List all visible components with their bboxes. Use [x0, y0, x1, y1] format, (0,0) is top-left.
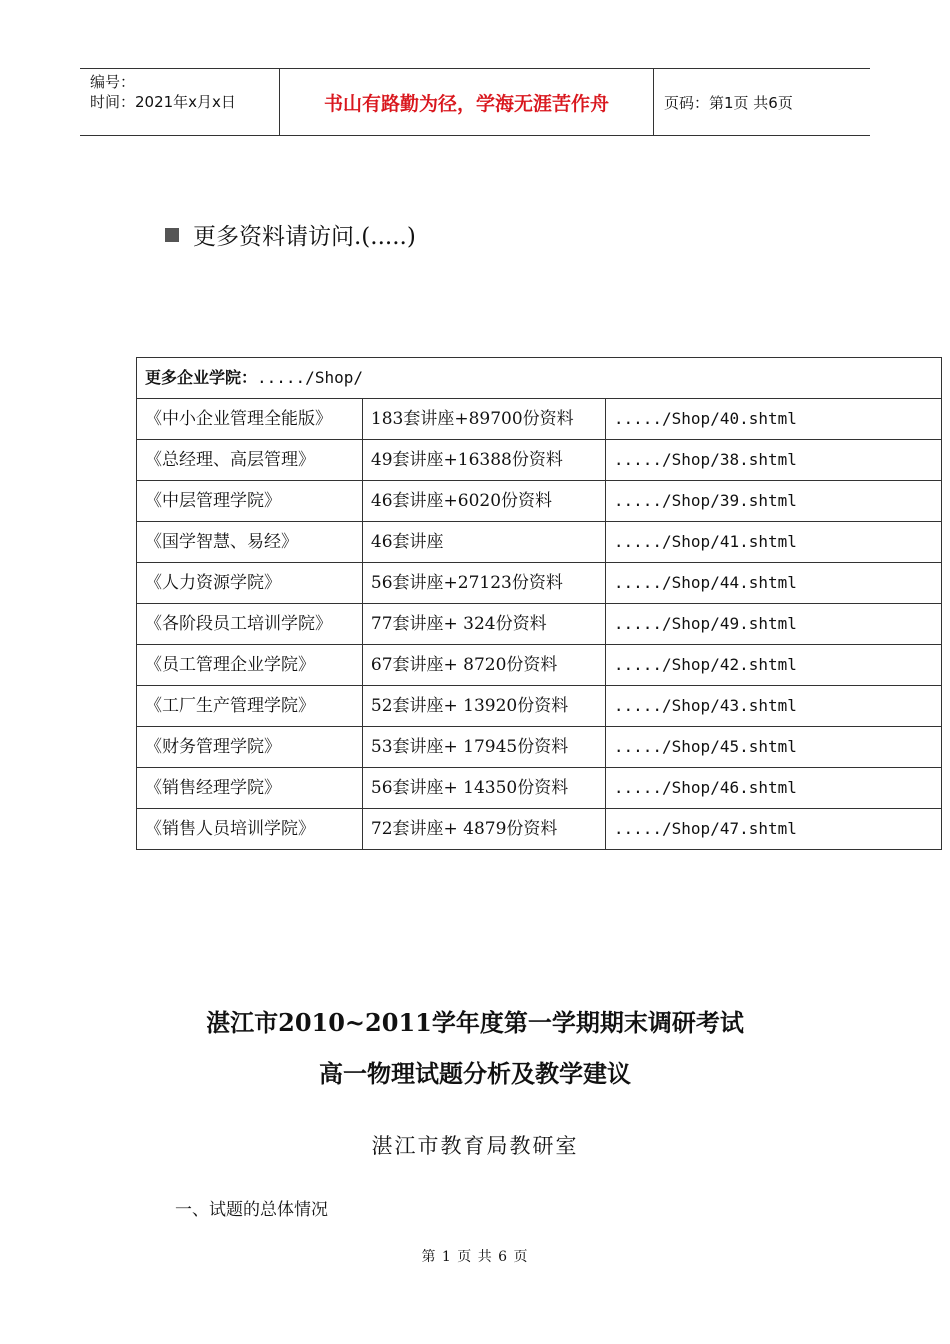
more-info-line	[165, 218, 416, 251]
square-bullet-icon	[165, 228, 179, 242]
table-row	[137, 645, 942, 686]
table-row	[137, 604, 942, 645]
course-count-cell: 56套讲座+ 14350份资料	[362, 768, 605, 809]
course-link-cell[interactable]: ...../Shop/41.shtml	[605, 522, 941, 563]
course-link-cell[interactable]: ...../Shop/42.shtml	[605, 645, 941, 686]
course-link-cell[interactable]: ...../Shop/46.shtml	[605, 768, 941, 809]
course-link-cell[interactable]: ...../Shop/49.shtml	[605, 604, 941, 645]
course-count-cell: 56套讲座+27123份资料	[362, 563, 605, 604]
course-name-cell: 《销售经理学院》	[137, 768, 363, 809]
course-count-cell: 49套讲座+16388份资料	[362, 440, 605, 481]
table-header-cell	[137, 358, 942, 399]
course-name-cell: 《人力资源学院》	[137, 563, 363, 604]
course-name-cell: 《总经理、高层管理》	[137, 440, 363, 481]
shop-table	[136, 357, 942, 850]
table-header-row	[137, 358, 942, 399]
course-name-cell: 《中小企业管理全能版》	[137, 399, 363, 440]
more-info-text: 更多资料请访问.(.....)	[193, 224, 416, 250]
document-title-line2: 高一物理试题分析及教学建议	[319, 1059, 631, 1088]
course-link-cell[interactable]: ...../Shop/43.shtml	[605, 686, 941, 727]
course-link-cell[interactable]: ...../Shop/45.shtml	[605, 727, 941, 768]
course-count-cell: 53套讲座+ 17945份资料	[362, 727, 605, 768]
table-row	[137, 809, 942, 850]
header-motto: 书山有路勤为径，学海无涯苦作舟	[280, 69, 654, 135]
course-name-cell: 《工厂生产管理学院》	[137, 686, 363, 727]
course-name-cell: 《销售人员培训学院》	[137, 809, 363, 850]
course-link-cell[interactable]: ...../Shop/40.shtml	[605, 399, 941, 440]
table-row	[137, 481, 942, 522]
header-page-info: 页码：第1页 共6页	[664, 93, 793, 112]
course-count-cell: 77套讲座+ 324份资料	[362, 604, 605, 645]
table-header-link[interactable]: ...../Shop/	[257, 368, 363, 387]
document-header	[80, 68, 870, 136]
course-count-cell: 52套讲座+ 13920份资料	[362, 686, 605, 727]
section-heading: 一、试题的总体情况	[175, 1200, 328, 1220]
course-link-cell[interactable]: ...../Shop/39.shtml	[605, 481, 941, 522]
table-body	[137, 399, 942, 850]
table-row	[137, 727, 942, 768]
number-label: 编号：	[90, 73, 136, 91]
course-name-cell: 《各阶段员工培训学院》	[137, 604, 363, 645]
course-link-cell[interactable]: ...../Shop/44.shtml	[605, 563, 941, 604]
page-footer: 第 1 页 共 6 页	[421, 1249, 529, 1265]
course-name-cell: 《员工管理企业学院》	[137, 645, 363, 686]
table-row	[137, 563, 942, 604]
course-count-cell: 46套讲座+6020份资料	[362, 481, 605, 522]
table-header-label: 更多企业学院：	[145, 368, 258, 387]
course-count-cell: 183套讲座+89700份资料	[362, 399, 605, 440]
course-count-cell: 72套讲座+ 4879份资料	[362, 809, 605, 850]
course-name-cell: 《国学智慧、易经》	[137, 522, 363, 563]
table-row	[137, 440, 942, 481]
course-name-cell: 《财务管理学院》	[137, 727, 363, 768]
header-meta	[80, 69, 280, 135]
course-link-cell[interactable]: ...../Shop/47.shtml	[605, 809, 941, 850]
course-link-cell[interactable]: ...../Shop/38.shtml	[605, 440, 941, 481]
document-title-line1: 湛江市2010~2011学年度第一学期期末调研考试	[206, 1008, 744, 1037]
table-row	[137, 522, 942, 563]
course-count-cell: 46套讲座	[362, 522, 605, 563]
table-row	[137, 399, 942, 440]
table-row	[137, 686, 942, 727]
course-count-cell: 67套讲座+ 8720份资料	[362, 645, 605, 686]
table-row	[137, 768, 942, 809]
organization: 湛江市教育局教研室	[371, 1134, 579, 1158]
course-name-cell: 《中层管理学院》	[137, 481, 363, 522]
time-label: 时间：2021年x月x日	[90, 93, 236, 111]
